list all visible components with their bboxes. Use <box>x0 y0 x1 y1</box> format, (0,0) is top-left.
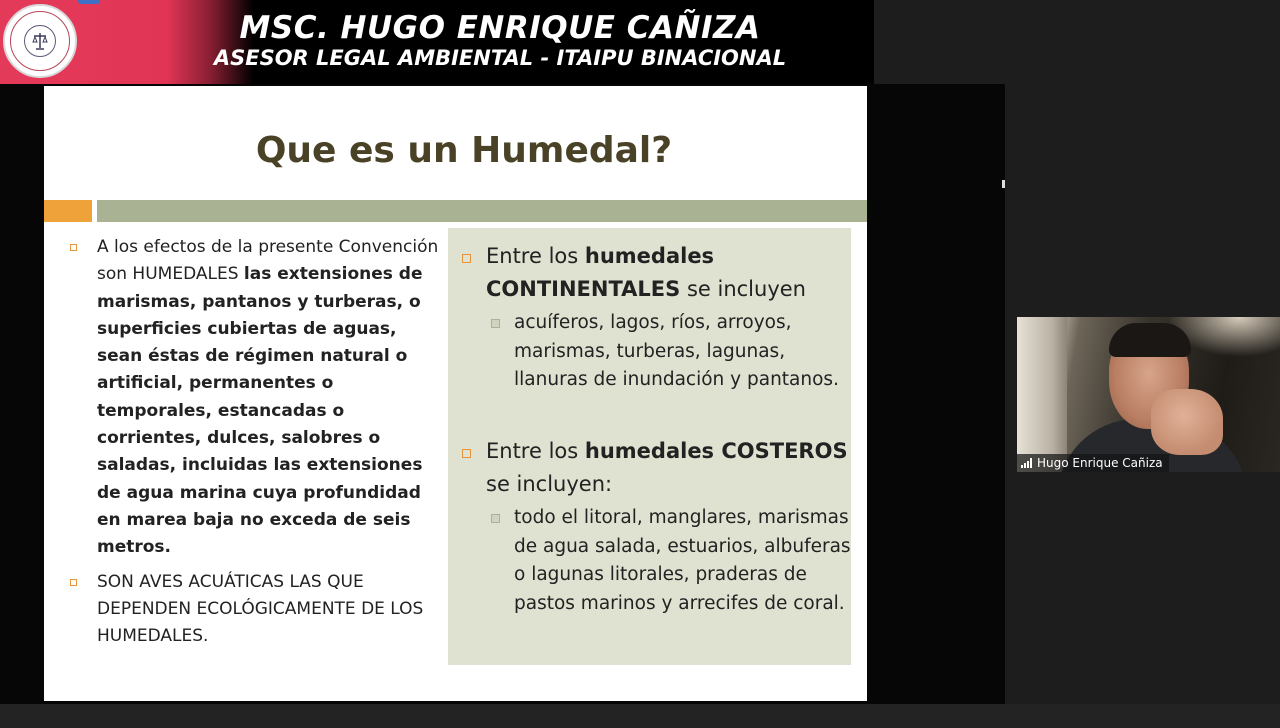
costero-list <box>462 504 852 618</box>
continental-items: acuíferos, lagos, ríos, arroyos, marismas, turberas, lagunas, llanuras de inundación y pantanos. <box>514 312 839 391</box>
costero-section <box>462 435 852 618</box>
costero-post: se incluyen: <box>486 472 613 496</box>
presenter-name: MSC. HUGO ENRIQUE CAÑIZA <box>239 10 761 46</box>
continental-section <box>462 240 852 395</box>
mouse-cursor-icon <box>1002 180 1005 188</box>
signal-bars-icon <box>1021 458 1032 468</box>
slide-accent-orange-bar <box>44 200 92 222</box>
presenter-banner <box>0 0 874 84</box>
slide-accent-green-bar <box>97 200 867 222</box>
continental-list <box>462 309 852 395</box>
definition-bold-text: las extensiones de marismas, pantanos y turberas, o superficies cubiertas de aguas, sean éstas de régimen natural o artificial, permanentes o temporales, estancadas o corrientes, dulces, salobres o saladas, incluidas las extensiones de agua marina cuya profundidad en marea baja no exceda de seis metros. <box>97 264 423 558</box>
definition-bullet <box>66 234 446 562</box>
presenter-role: ASESOR LEGAL AMBIENTAL - ITAIPU BINACIONAL <box>213 46 787 70</box>
costero-bold: humedales COSTEROS <box>584 439 848 463</box>
costero-items: todo el litoral, manglares, marismas de agua salada, estuarios, albuferas o lagunas litorales, praderas de pastos marinos y arrecifes de coral. <box>514 507 851 614</box>
video-background-curtain <box>1017 317 1067 472</box>
scales-of-justice-icon <box>32 32 48 50</box>
presentation-slide <box>44 86 867 701</box>
bottom-bar <box>0 704 1280 728</box>
slide-title: Que es un Humedal? <box>255 130 673 171</box>
slide-right-panel <box>448 228 851 665</box>
square-bullet-icon <box>70 244 77 251</box>
continental-pre: Entre los <box>486 244 585 268</box>
participant-hand <box>1151 389 1223 455</box>
slide-left-column <box>66 234 446 657</box>
aves-text: SON AVES ACUÁTICAS LAS QUE DEPENDEN ECOLÓGICAMENTE DE LOS HUMEDALES. <box>97 571 424 647</box>
banner-tab-indicator <box>78 0 100 4</box>
costero-heading <box>462 435 852 501</box>
continental-heading <box>462 240 852 306</box>
institution-seal-logo <box>3 4 77 78</box>
definition-plain-text: A los efectos de la presente Convención son HUMEDALES <box>97 237 439 285</box>
continental-post: se incluyen <box>680 277 806 301</box>
square-bullet-icon <box>70 579 77 586</box>
square-sub-bullet-icon <box>491 319 500 328</box>
aves-bullet <box>66 569 446 651</box>
square-bullet-icon <box>462 254 471 263</box>
participant-video-tile[interactable] <box>1017 317 1280 472</box>
costero-pre: Entre los <box>486 439 585 463</box>
square-bullet-icon <box>462 449 471 458</box>
participant-name-tag <box>1017 454 1169 472</box>
square-sub-bullet-icon <box>491 514 500 523</box>
participant-hair <box>1109 323 1191 357</box>
participant-name: Hugo Enrique Cañiza <box>1037 456 1163 470</box>
continental-bold: humedales CONTINENTALES <box>486 244 715 301</box>
